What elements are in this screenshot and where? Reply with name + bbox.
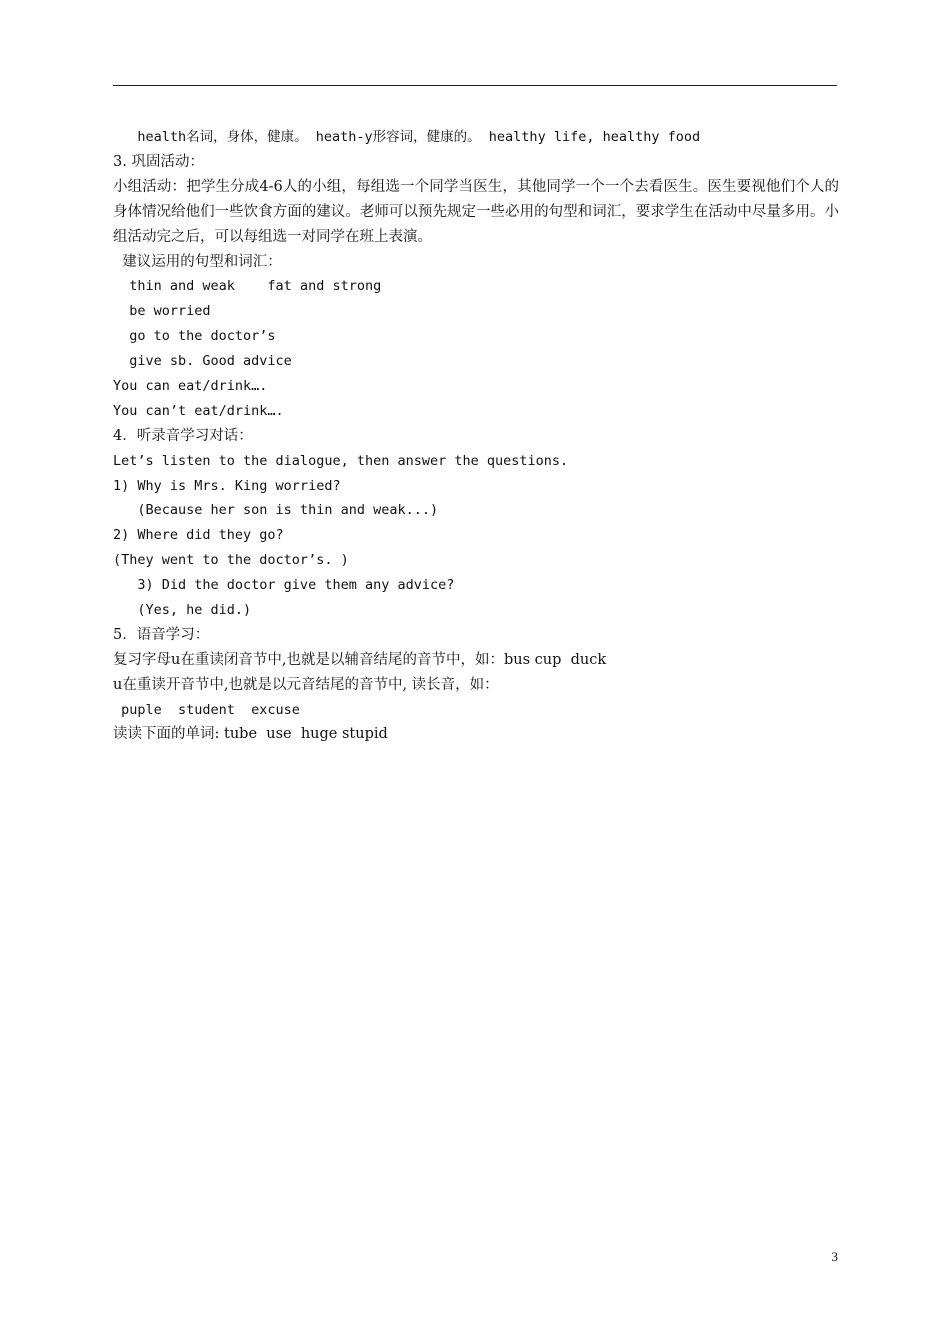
question-3: 3) Did the doctor give them any advice? <box>113 577 455 594</box>
section-5-heading: 5．语音学习： <box>113 626 210 643</box>
phrase-you-cant-eat: You can’t eat/drink…. <box>113 402 284 419</box>
phonics-closed-syllable: 复习字母u在重读闭音节中,也就是以辅音结尾的音节中，如：bus cup duck <box>113 651 607 668</box>
answer-1: (Because her son is thin and weak...) <box>113 502 439 519</box>
phrase-give-advice: give sb. Good advice <box>113 353 292 370</box>
section-4-heading: 4．听录音学习对话： <box>113 427 253 444</box>
phrase-you-can-eat: You can eat/drink…. <box>113 377 268 394</box>
section-3-heading: 3. 巩固活动： <box>113 153 204 170</box>
header-rule <box>113 85 837 86</box>
phrase-be-worried: be worried <box>113 303 211 320</box>
answer-2: (They went to the doctor’s. ) <box>113 552 349 569</box>
phrase-thin-fat: thin and weak fat and strong <box>113 278 382 295</box>
question-2: 2) Where did they go? <box>113 527 284 544</box>
listen-instruction: Let’s listen to the dialogue, then answer the questions. <box>113 452 569 469</box>
phonics-open-syllable: u在重读开音节中,也就是以元音结尾的音节中, 读长音，如： <box>113 676 499 693</box>
answer-3: (Yes, he did.) <box>113 601 252 618</box>
reading-words-line: 读读下面的单词: tube use huge stupid <box>113 726 388 743</box>
question-1: 1) Why is Mrs. King worried? <box>113 477 341 494</box>
document-body <box>113 125 839 747</box>
page-number: 3 <box>831 1249 838 1264</box>
phonics-example-words: puple student excuse <box>113 701 300 718</box>
suggested-phrases-heading: 建议运用的句型和词汇： <box>113 253 282 270</box>
health-vocab-line: health名词，身体，健康。 heath-y形容词，健康的。 healthy life, healthy food <box>113 129 701 145</box>
group-activity-paragraph: 小组活动：把学生分成4-6人的小组，每组选一个同学当医生，其他同学一个一个去看医生。医生要视他们个人的身体情况给他们一些饮食方面的建议。老师可以预先规定一些必用的句型和词汇，要求学生在活动中尽量多用。小组活动完之后，可以每组选一对同学在班上表演。 <box>113 178 839 245</box>
phrase-go-to-doctor: go to the doctor’s <box>113 328 276 345</box>
